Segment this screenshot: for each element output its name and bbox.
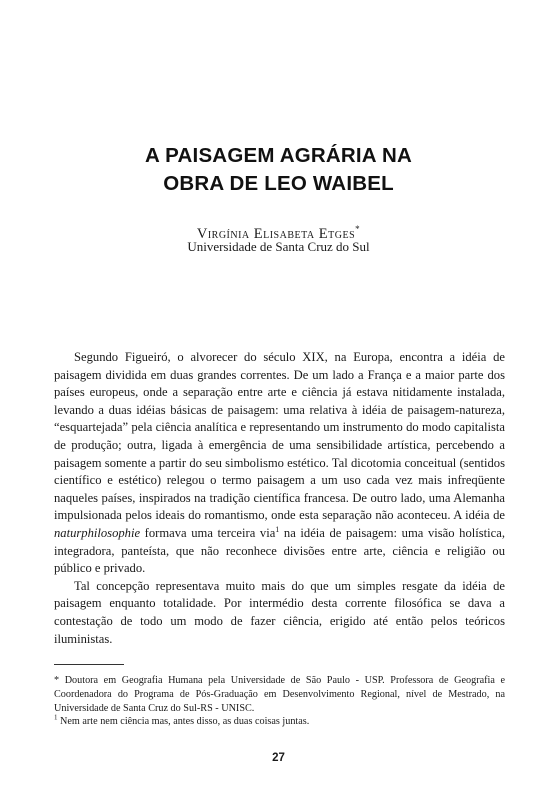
author-affiliation: Universidade de Santa Cruz do Sul [187, 239, 370, 254]
page-number: 27 [272, 752, 285, 764]
footnote-1-text: Doutora em Geografia Humana pela Universidade de São Paulo - USP. Professora de Geografia e Coordenadora do Programa de Pós-Graduação em Desenvolvimento Regional, nível de Mestrado, na Universidade de Santa Cruz do Sul-RS - UNISC. [54, 675, 505, 714]
paragraph-1-text-a: Segundo Figueiró, o alvorecer do século XIX, na Europa, encontra a idéia de paisagem dividida em duas grandes correntes. De um lado a França e a maior parte dos países europeus, onde a separação entre arte e ciência já estava nitidamente instalada, levando a duas idéias básicas de paisagem: uma relativa à idéia de paisagem-natureza, “esquartejada” pela ciência analítica e representando um instrumento do modo capitalista de produção; outra, ligada à emergência de uma sensibilidade artística, percebendo a paisagem somente a partir do seu simbolismo estético. Tal dicotomia conceitual (sentidos científico e estético) relegou o termo paisagem a um uso cada vez mais infreqüente naqueles países, inspirados na tradição científica francesa. De outro lado, uma Alemanha impulsionada pelos ideais do romantismo, onde esta separação não aconteceu. A idéia de [54, 350, 505, 523]
title-line-1: A PAISAGEM AGRÁRIA NA [145, 144, 412, 167]
footnote-1-marker: * [54, 675, 60, 686]
article-body [54, 349, 505, 648]
footnote-separator [54, 664, 124, 665]
title-line-2: OBRA DE LEO WAIBEL [163, 172, 394, 195]
body-paragraph-1 [54, 349, 505, 578]
article-title [0, 142, 557, 198]
footnote-2 [54, 715, 505, 729]
paragraph-1-italic-term: naturphilosophie [54, 525, 141, 540]
footnote-2-text: Nem arte nem ciência mas, antes disso, as duas coisas juntas. [57, 716, 310, 728]
author-footnote-marker: * [355, 224, 361, 234]
footnote-2-marker: 1 [54, 714, 58, 722]
footnotes [54, 674, 505, 729]
footnote-reference-1: 1 [275, 524, 280, 534]
footnote-1 [54, 674, 505, 715]
paragraph-1-text-c: na idéia de paisagem: uma visão holística, integradora, panteísta, que não reconhece divisões entre arte, ciência e religião ou público e privado. [54, 525, 505, 576]
paragraph-1-text-b: formava uma terceira via [140, 525, 276, 540]
body-paragraph-2: Tal concepção representava muito mais do que um simples resgate da idéia de paisagem enquanto totalidade. Por intermédio desta corrente filosófica se dava a contestação de todo um modo de fazer ciência, erigido até então pelos teóricos iluministas. [54, 578, 505, 646]
author-name: Virgínia Elisabeta Etges [196, 225, 356, 242]
